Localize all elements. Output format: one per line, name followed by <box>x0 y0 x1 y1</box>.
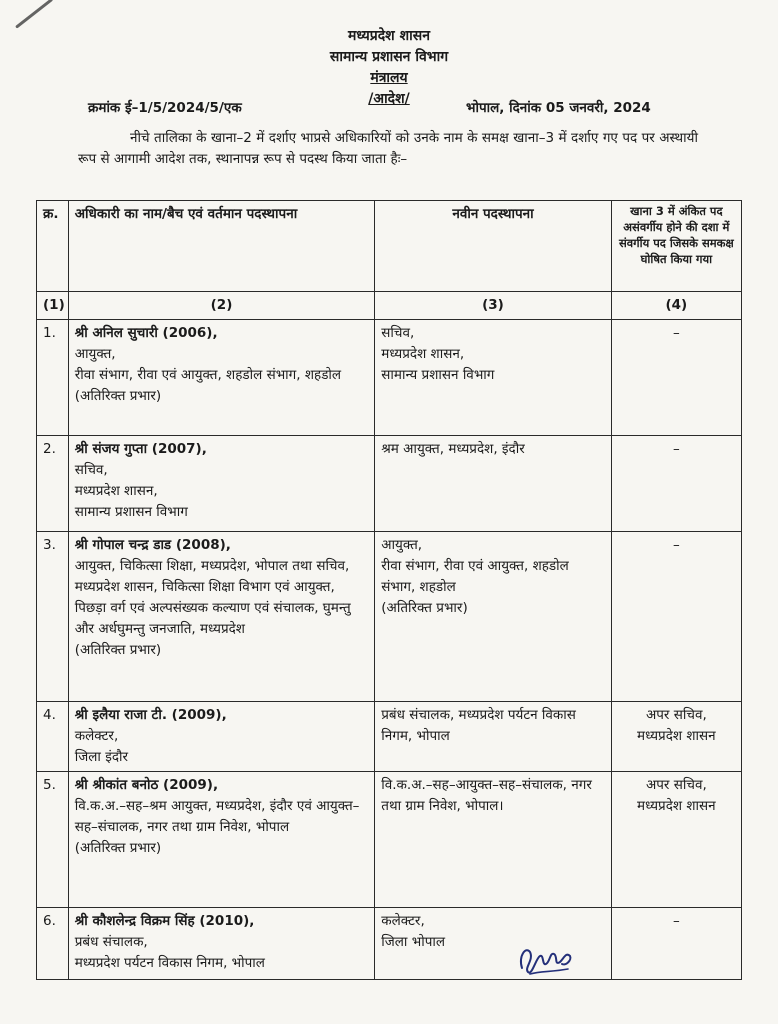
table-row <box>37 436 742 532</box>
equivalent-post-cell <box>611 532 741 702</box>
officer-cell <box>68 532 375 702</box>
reference-line <box>88 98 708 116</box>
current-posting-line: (अतिरिक्त प्रभार) <box>74 388 162 404</box>
equivalent-post-cell <box>611 436 741 532</box>
current-posting-line: आयुक्त, <box>74 346 116 362</box>
new-posting-cell <box>375 532 611 702</box>
equivalent-post-line: अपर सचिव, <box>645 777 707 793</box>
current-posting-line: जिला इंदौर <box>74 749 129 765</box>
equivalent-post-line: – <box>672 441 680 457</box>
column-number: (3) <box>375 292 611 320</box>
new-posting-cell <box>375 772 611 908</box>
serial-number: 3. <box>37 532 69 702</box>
column-number: (1) <box>37 292 69 320</box>
current-posting-line: वि.क.अ.–सह–श्रम आयुक्त, मध्यप्रदेश, इंदौर एवं आयुक्त–सह–संचालक, नगर तथा ग्राम निवेश, भोपाल <box>74 798 360 835</box>
signature <box>516 938 574 976</box>
officer-name: श्री अनिल सुचारी (2006), <box>74 325 218 341</box>
officer-name: श्री संजय गुप्ता (2007), <box>74 441 207 457</box>
equivalent-post-cell <box>611 772 741 908</box>
new-posting-cell <box>375 320 611 436</box>
current-posting-line: सचिव, <box>74 462 108 478</box>
officer-name: श्री कौशलेन्द्र विक्रम सिंह (2010), <box>74 913 255 929</box>
posting-table <box>36 200 742 980</box>
officer-name: श्री श्रीकांत बनोठ (2009), <box>74 777 219 793</box>
equivalent-post-line: – <box>672 537 680 553</box>
new-posting-line: (अतिरिक्त प्रभार) <box>381 600 468 616</box>
new-posting-line: जिला भोपाल <box>381 934 446 950</box>
equivalent-post-line: मध्यप्रदेश शासन <box>637 728 716 744</box>
equivalent-post-line: – <box>672 325 680 341</box>
officer-cell <box>68 702 375 772</box>
equivalent-post-cell <box>611 320 741 436</box>
intro-paragraph <box>78 128 698 170</box>
serial-number: 1. <box>37 320 69 436</box>
equivalent-post-line: – <box>672 913 680 929</box>
table-body <box>37 320 742 980</box>
header-government: मध्यप्रदेश शासन <box>348 28 430 44</box>
current-posting-line: (अतिरिक्त प्रभार) <box>74 840 162 856</box>
officer-cell <box>68 320 375 436</box>
new-posting-line: सामान्य प्रशासन विभाग <box>381 367 495 383</box>
officer-cell <box>68 436 375 532</box>
equivalent-post-line: मध्यप्रदेश शासन <box>637 798 716 814</box>
current-posting-line: आयुक्त, चिकित्सा शिक्षा, मध्यप्रदेश, भोपाल तथा सचिव, मध्यप्रदेश शासन, चिकित्सा शिक्षा विभाग एवं आयुक्त, पिछड़ा वर्ग एवं अल्पसंख्यक कल्याण एवं संचालक, घुमन्तु और अर्धघुमन्तु जनजाति, मध्यप्रदेश <box>74 558 351 637</box>
column-number-row <box>37 292 742 320</box>
new-posting-cell <box>375 436 611 532</box>
header-department: सामान्य प्रशासन विभाग <box>329 49 449 65</box>
current-posting-line: सामान्य प्रशासन विभाग <box>74 504 188 520</box>
order-number: क्रमांक ई–1/5/2024/5/एक <box>88 100 242 116</box>
serial-number: 5. <box>37 772 69 908</box>
serial-number: 2. <box>37 436 69 532</box>
current-posting-line: मध्यप्रदेश पर्यटन विकास निगम, भोपाल <box>74 955 265 971</box>
officer-cell <box>68 908 375 980</box>
current-posting-line: कलेक्टर, <box>74 728 119 744</box>
officer-name: श्री इलैया राजा टी. (2009), <box>74 707 227 723</box>
table-row <box>37 532 742 702</box>
new-posting-line: श्रम आयुक्त, मध्यप्रदेश, इंदौर <box>381 441 525 457</box>
new-posting-line: कलेक्टर, <box>381 913 425 929</box>
current-posting-line: प्रबंध संचालक, <box>74 934 148 950</box>
header-serial: क्र. <box>37 201 69 292</box>
current-posting-line: रीवा संभाग, रीवा एवं आयुक्त, शहडोल संभाग, शहडोल <box>74 367 342 383</box>
officer-name: श्री गोपाल चन्द्र डाड (2008), <box>74 537 231 553</box>
new-posting-cell <box>375 702 611 772</box>
new-posting-line: रीवा संभाग, रीवा एवं आयुक्त, शहडोल संभाग, शहडोल <box>381 558 569 595</box>
equivalent-post-cell <box>611 702 741 772</box>
intro-text: नीचे तालिका के खाना–2 में दर्शाए भाप्रसे अधिकारियों को उनके नाम के समक्ष खाना–3 में दर्शाए गए पद पर अस्थायी रूप से आगामी आदेश तक, स्थानापन्न रूप से पदस्थ किया जाता हैः– <box>78 130 698 167</box>
header-officer: अधिकारी का नाम/बैच एवं वर्तमान पदस्थापना <box>68 201 375 292</box>
new-posting-line: आयुक्त, <box>381 537 423 553</box>
table-header-row <box>37 201 742 292</box>
header-ministry: मंत्रालय <box>370 70 408 86</box>
current-posting-line: (अतिरिक्त प्रभार) <box>74 642 162 658</box>
table-row <box>37 908 742 980</box>
new-posting-cell <box>375 908 611 980</box>
officer-cell <box>68 772 375 908</box>
new-posting-line: सचिव, <box>381 325 415 341</box>
new-posting-line: मध्यप्रदेश शासन, <box>381 346 465 362</box>
serial-number: 6. <box>37 908 69 980</box>
serial-number: 4. <box>37 702 69 772</box>
equivalent-post-cell <box>611 908 741 980</box>
new-posting-line: प्रबंध संचालक, मध्यप्रदेश पर्यटन विकास निगम, भोपाल <box>381 707 576 744</box>
header-equivalent-post: खाना 3 में अंकित पद असंवर्गीय होने की दशा में संवर्गीय पद जिसके समकक्ष घोषित किया गया <box>611 201 741 292</box>
header-new-posting: नवीन पदस्थापना <box>375 201 611 292</box>
table-row <box>37 772 742 908</box>
column-number: (2) <box>68 292 375 320</box>
column-number: (4) <box>611 292 741 320</box>
equivalent-post-line: अपर सचिव, <box>645 707 707 723</box>
header-order: /आदेश/ <box>368 91 410 107</box>
current-posting-line: मध्यप्रदेश शासन, <box>74 483 158 499</box>
scan-mark <box>15 0 53 29</box>
table-row <box>37 320 742 436</box>
table-row <box>37 702 742 772</box>
place-date: भोपाल, दिनांक 05 जनवरी, 2024 <box>466 100 651 116</box>
new-posting-line: वि.क.अ.–सह–आयुक्त–सह–संचालक, नगर तथा ग्राम निवेश, भोपाल। <box>381 777 592 814</box>
